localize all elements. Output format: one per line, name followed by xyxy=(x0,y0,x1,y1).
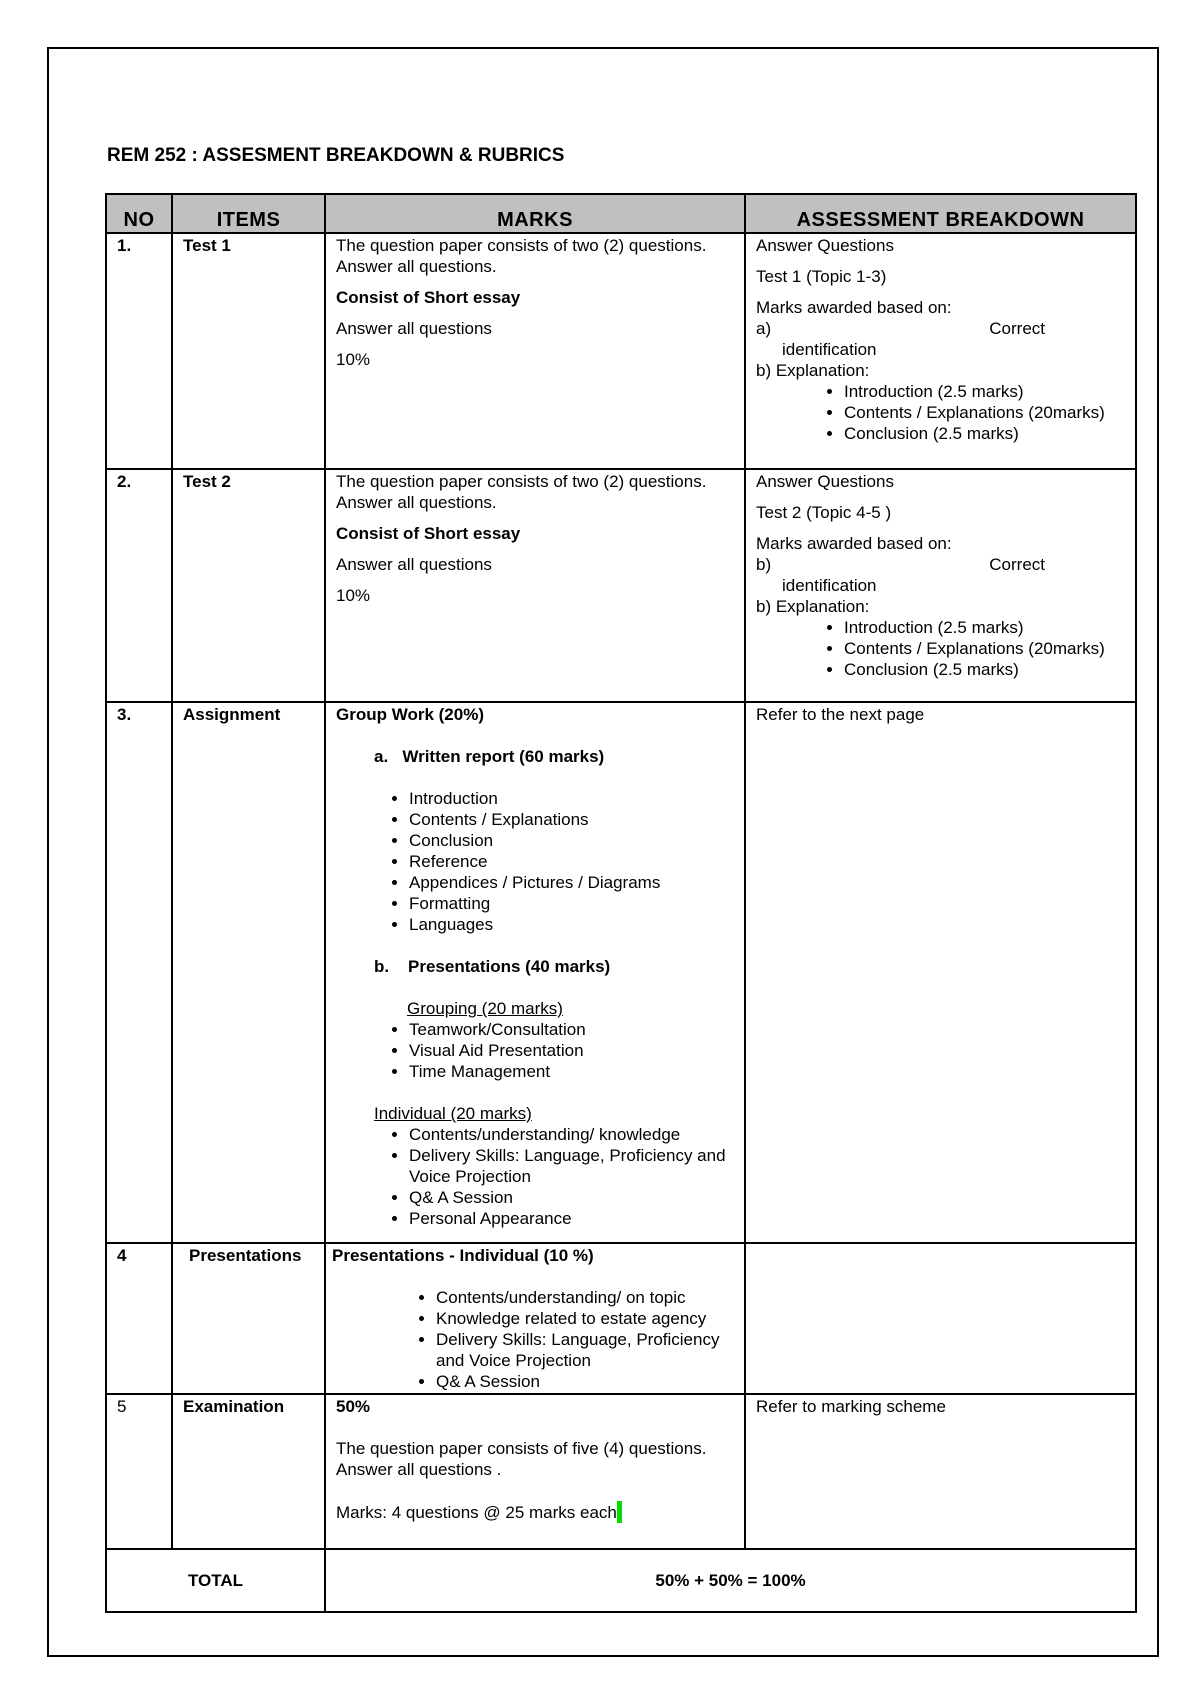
list-item: • Contents/understanding/ knowledge xyxy=(409,1124,734,1145)
marks-percent: 50% xyxy=(336,1397,371,1416)
table-row-total xyxy=(106,1549,1136,1612)
document-title: REM 252 : ASSESMENT BREAKDOWN & RUBRICS xyxy=(107,145,565,166)
row-breakdown: Refer to marking scheme xyxy=(745,1394,1136,1549)
list-item: • Visual Aid Presentation xyxy=(409,1040,734,1061)
breakdown-text: Marks awarded based on: xyxy=(756,534,952,553)
row-breakdown xyxy=(745,233,1136,469)
header-marks: MARKS xyxy=(325,194,745,233)
list-item: • Formatting xyxy=(409,893,734,914)
marks-text: Consist of Short essay xyxy=(336,524,521,543)
breakdown-text: b) Explanation: xyxy=(756,361,870,380)
row-breakdown: Refer to the next page xyxy=(745,702,1136,1243)
marks-text: Consist of Short essay xyxy=(336,288,521,307)
list-item: • Q& A Session xyxy=(409,1187,734,1208)
row-breakdown xyxy=(745,469,1136,702)
list-item: • Introduction (2.5 marks) xyxy=(844,617,1125,638)
breakdown-text: b) Explanation: xyxy=(756,597,870,616)
table-row-assignment xyxy=(106,702,1136,1243)
marks-text: Answer all questions xyxy=(336,555,492,574)
header-row xyxy=(106,194,1136,233)
header-breakdown: ASSESSMENT BREAKDOWN xyxy=(745,194,1136,233)
list-item: • Delivery Skills: Language, Proficiency and Voice Projection xyxy=(436,1329,734,1371)
row-marks xyxy=(325,1243,745,1394)
marks-heading: Presentations - Individual (10 %) xyxy=(332,1246,594,1265)
presentations-bullets xyxy=(332,1287,734,1392)
marks-text: The question paper consists of two (2) questions. Answer all questions. xyxy=(336,236,707,276)
grouping-bullets xyxy=(336,1019,734,1082)
row-marks xyxy=(325,469,745,702)
row-marks xyxy=(325,233,745,469)
marks-text: The question paper consists of five (4) questions. Answer all questions . xyxy=(336,1439,707,1479)
list-item: • Conclusion (2.5 marks) xyxy=(844,423,1125,444)
row-item: Test 1 xyxy=(172,233,325,469)
marks-text: Answer all questions xyxy=(336,319,492,338)
breakdown-text: identification xyxy=(782,576,877,595)
list-item: • Personal Appearance xyxy=(409,1208,734,1229)
list-item: • Reference xyxy=(409,851,734,872)
individual-bullets xyxy=(336,1124,734,1229)
breakdown-text: identification xyxy=(782,340,877,359)
list-item: • Conclusion (2.5 marks) xyxy=(844,659,1125,680)
section-b-heading: b. Presentations (40 marks) xyxy=(374,957,611,976)
list-item: • Time Management xyxy=(409,1061,734,1082)
section-a-bullets xyxy=(336,788,734,935)
header-items: ITEMS xyxy=(172,194,325,233)
list-item: • Introduction (2.5 marks) xyxy=(844,381,1125,402)
row-no: 2. xyxy=(106,469,172,702)
row-item: Assignment xyxy=(172,702,325,1243)
breakdown-bullets xyxy=(756,381,1125,444)
row-item: Presentations xyxy=(172,1243,325,1394)
row-no: 3. xyxy=(106,702,172,1243)
list-item: • Appendices / Pictures / Diagrams xyxy=(409,872,734,893)
breakdown-text: Answer Questions xyxy=(756,472,894,491)
marks-text: The question paper consists of two (2) questions. Answer all questions. xyxy=(336,472,707,512)
list-item: • Contents / Explanations xyxy=(409,809,734,830)
row-no: 1. xyxy=(106,233,172,469)
table-row-test1 xyxy=(106,233,1136,469)
row-item: Examination xyxy=(172,1394,325,1549)
marks-percent: 10% xyxy=(336,350,371,369)
list-item: • Teamwork/Consultation xyxy=(409,1019,734,1040)
list-item: • Introduction xyxy=(409,788,734,809)
breakdown-text: Test 2 (Topic 4-5 ) xyxy=(756,503,892,522)
row-marks xyxy=(325,702,745,1243)
breakdown-text: Marks awarded based on: xyxy=(756,298,952,317)
text-cursor xyxy=(617,1501,622,1523)
marks-text: Marks: 4 questions @ 25 marks each xyxy=(336,1501,734,1523)
breakdown-bullets xyxy=(756,617,1125,680)
breakdown-text: Answer Questions xyxy=(756,236,894,255)
marks-heading: Group Work (20%) xyxy=(336,705,484,724)
header-no: NO xyxy=(106,194,172,233)
row-no: 4 xyxy=(106,1243,172,1394)
rubric-table xyxy=(105,193,1137,1613)
breakdown-line: b) Correct xyxy=(756,555,1045,574)
breakdown-text: Test 1 (Topic 1-3) xyxy=(756,267,887,286)
breakdown-line: a) Correct xyxy=(756,319,1045,338)
total-label: TOTAL xyxy=(106,1549,325,1612)
list-item: • Contents / Explanations (20marks) xyxy=(844,402,1125,423)
row-marks xyxy=(325,1394,745,1549)
list-item: • Knowledge related to estate agency xyxy=(436,1308,734,1329)
row-item: Test 2 xyxy=(172,469,325,702)
list-item: • Languages xyxy=(409,914,734,935)
list-item: • Conclusion xyxy=(409,830,734,851)
total-value: 50% + 50% = 100% xyxy=(325,1549,1136,1612)
row-breakdown xyxy=(745,1243,1136,1394)
list-item: • Delivery Skills: Language, Proficiency and Voice Projection xyxy=(409,1145,734,1187)
section-a-heading: a. Written report (60 marks) xyxy=(374,747,605,766)
row-no: 5 xyxy=(106,1394,172,1549)
table-row-exam xyxy=(106,1394,1136,1549)
individual-heading: Individual (20 marks) xyxy=(374,1104,532,1123)
list-item: • Contents/understanding/ on topic xyxy=(436,1287,734,1308)
table-row-test2 xyxy=(106,469,1136,702)
list-item: • Contents / Explanations (20marks) xyxy=(844,638,1125,659)
grouping-heading: Grouping (20 marks) xyxy=(407,999,563,1018)
table-row-presentations xyxy=(106,1243,1136,1394)
list-item: • Q& A Session xyxy=(436,1371,734,1392)
marks-percent: 10% xyxy=(336,586,371,605)
